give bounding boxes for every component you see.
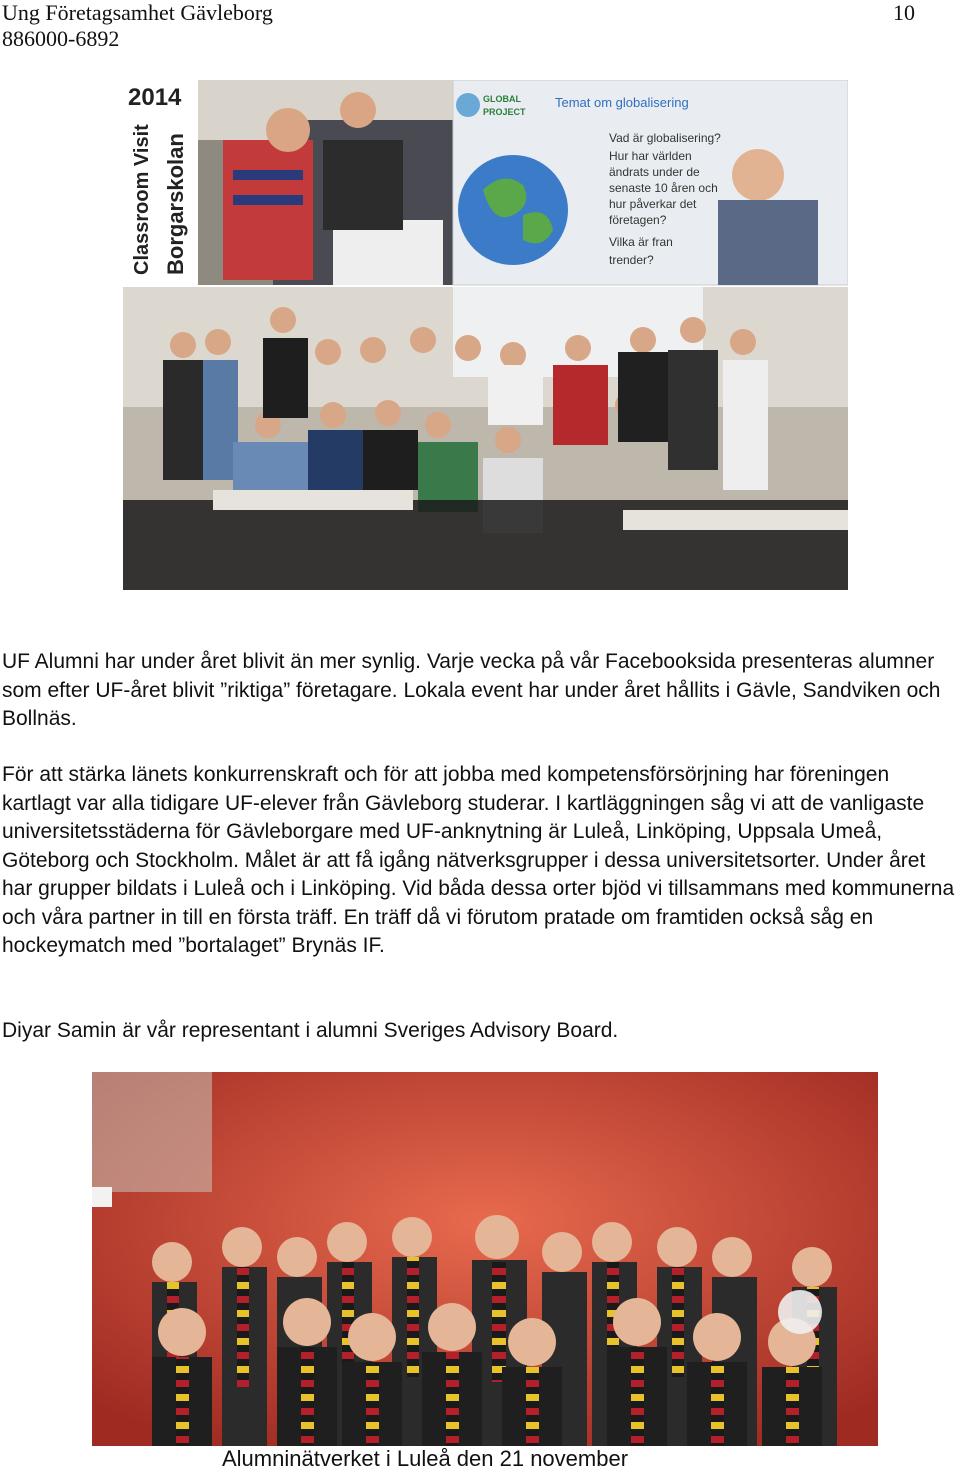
slide-q2b: ändrats under de: [609, 165, 700, 179]
slide-q2c: senaste 10 åren och: [609, 181, 718, 195]
badge-year: 2014: [128, 84, 182, 111]
classroom-visit-photo: [123, 80, 848, 590]
slide-title: Temat om globalisering: [555, 95, 689, 110]
badge-line2: Borgarskolan: [163, 133, 188, 275]
slide-q1: Vad är globalisering?: [609, 131, 721, 145]
slide-q3a: Vilka är fran: [609, 235, 673, 249]
paragraph-mapping: För att stärka länets konkurrenskraft och för att jobba med kompetensförsörjning har föreningen kartlagt var alla tidigare UF-elever från Gävleborg studerar. I kartläggningen såg vi att de vanligaste universitetsstäderna för Gävleborgare med UF-anknytning är Luleå, Linköping, Uppsala Umeå, Göteborg och Stockholm. Målet är att få igång nätverksgrupper i dessa universitetsorter. Under året har grupper bildats i Luleå och i Linköping. Vid båda dessa orter bjöd vi tillsammans med kommunerna och våra partner in till en första träff. En träff då vi förutom pratade om framtiden också såg en hockeymatch med ”bortalaget” Brynäs IF.: [2, 763, 955, 957]
page-number: 10: [893, 0, 915, 25]
badge-line1: Classroom Visit: [131, 124, 153, 275]
paragraph-alumni: UF Alumni har under året blivit än mer synlig. Varje vecka på vår Facebooksida presenteras alumner som efter UF-året blivit ”riktiga” företagare. Lokala event har under året hållits i Gävle, Sandviken och Bollnäs.: [2, 650, 941, 730]
slide-q2d: hur påverkar det: [609, 197, 697, 211]
paragraph-advisory-board: Diyar Samin är vår representant i alumni Sveriges Advisory Board.: [2, 1019, 619, 1042]
slide-q2e: företagen?: [609, 213, 667, 227]
slide-q2a: Hur har världen: [609, 149, 692, 163]
header-org-name: Ung Företagsamhet Gävleborg: [2, 0, 273, 25]
alumni-network-photo: [92, 1072, 878, 1446]
header-org-number: 886000-6892: [2, 26, 120, 51]
slide-q3b: trender?: [609, 253, 654, 267]
slide-logo-2: PROJECT: [483, 107, 526, 117]
slide-logo-1: GLOBAL: [483, 94, 521, 104]
photo-caption: Alumninätverket i Luleå den 21 november: [222, 1446, 629, 1471]
